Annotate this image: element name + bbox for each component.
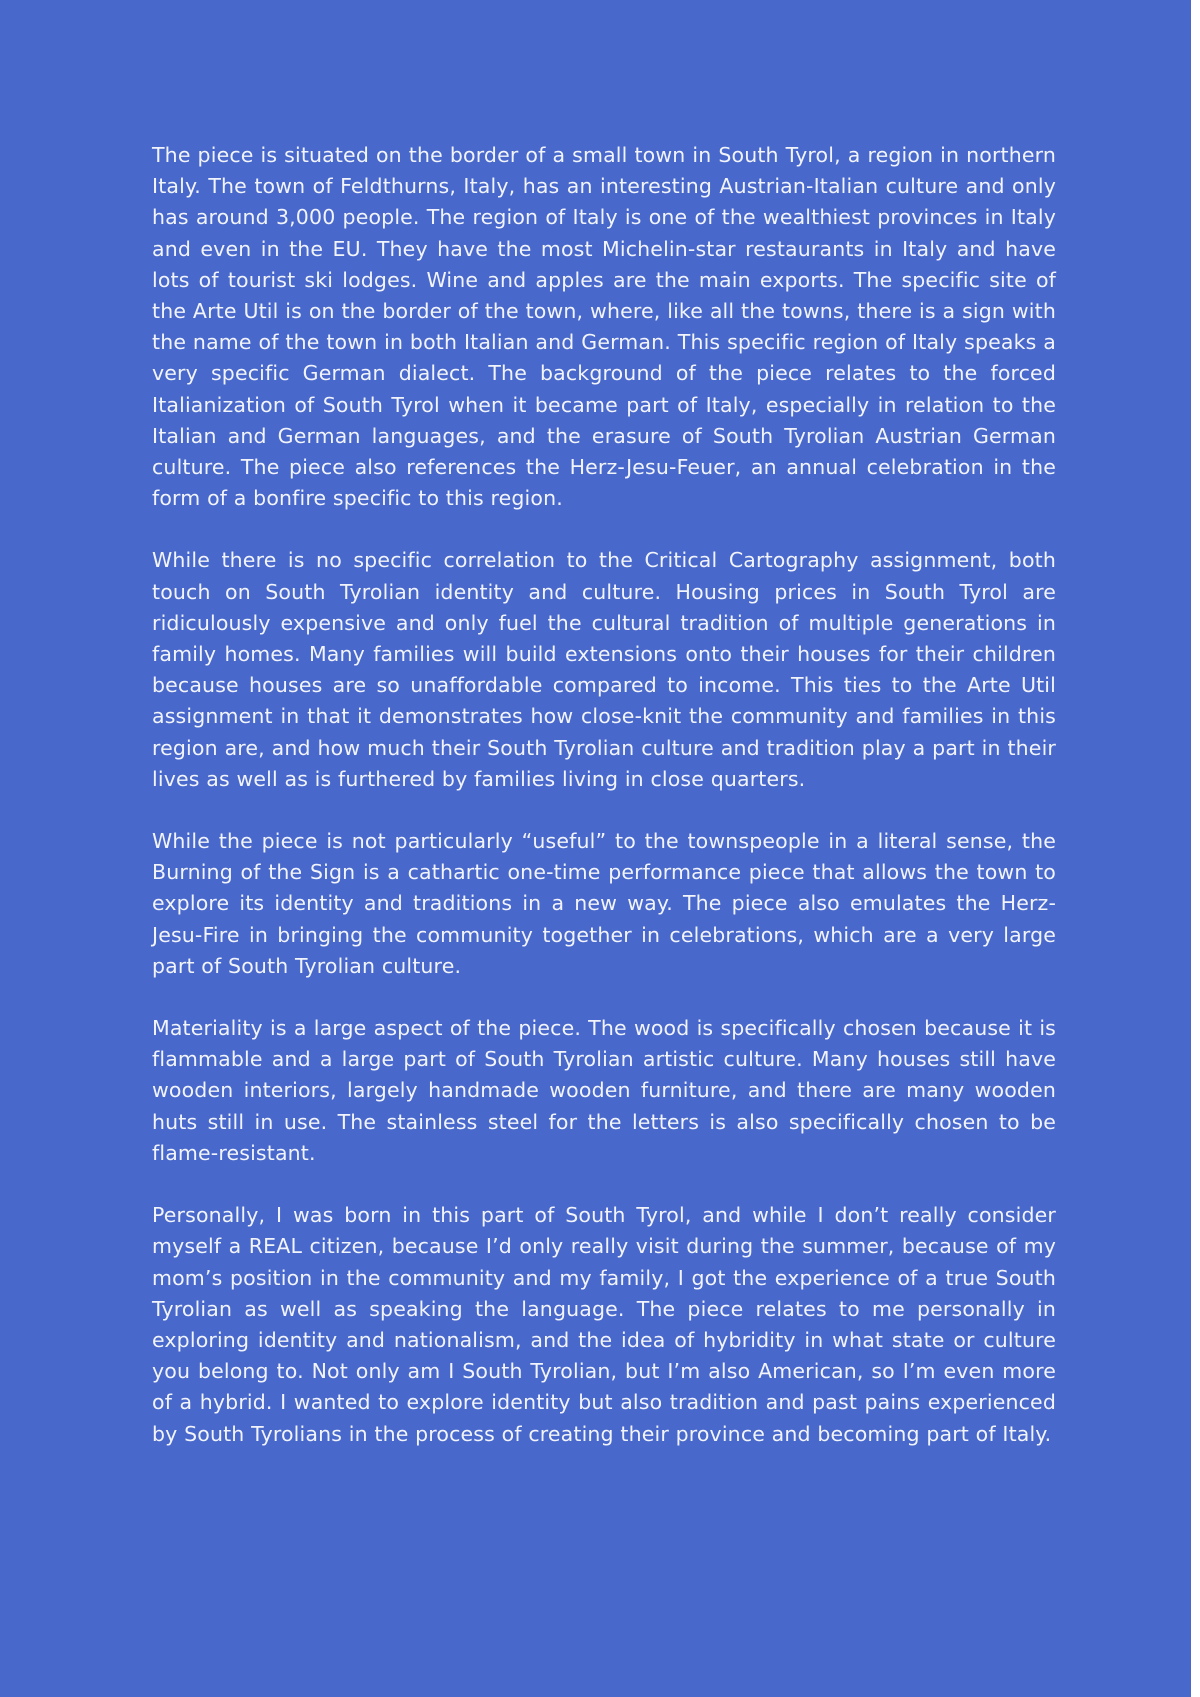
paragraph-materiality: Materiality is a large aspect of the piece. The wood is specifically chosen because it is flammable and a large part of South Tyrolian artistic culture. Many houses still have wooden interiors, largely handmade wooden furniture, and there are many wooden huts still in use. The stainless steel for the letters is also specifically chosen to be flame-resistant. (152, 1016, 1056, 1165)
paragraph-personal: Personally, I was born in this part of South Tyrol, and while I don’t really consider myself a REAL citizen, because I’d only really visit during the summer, because of my mom’s position in the community and my family, I got the experience of a true South Tyrolian as well as speaking the language. The piece relates to me personally in exploring identity and nationalism, and the idea of hybridity in what state or culture you belong to. Not only am I South Tyrolian, but I’m also American, so I’m even more of a hybrid. I wanted to explore identity but also tradition and past pains experienced by South Tyrolians in the process of creating their province and becoming part of Italy. (152, 1203, 1056, 1446)
page-edge-strip (1191, 0, 1200, 1697)
paragraph-critical-cartography: While there is no specific correlation to the Critical Cartography assignment, both touch on South Tyrolian identity and culture. Housing prices in South Tyrol are ridiculously expensive and only fuel the cultural tradition of multiple generations in family homes. Many families will build extensions onto their houses for their children because houses are so unaffordable compared to income. This ties to the Arte Util assignment in that it demonstrates how close-knit the community and families in this region are, and how much their South Tyrolian culture and tradition play a part in their lives as well as is furthered by families living in close quarters. (152, 548, 1056, 791)
paragraph-site-context: The piece is situated on the border of a small town in South Tyrol, a region in northern Italy. The town of Feldthurns, Italy, has an interesting Austrian-Italian culture and only has around 3,000 people. The region of Italy is one of the wealthiest provinces in Italy and even in the EU. They have the most Michelin-star restaurants in Italy and have lots of tourist ski lodges. Wine and apples are the main exports. The specific site of the Arte Util is on the border of the town, where, like all the towns, there is a sign with the name of the town in both Italian and German. This specific region of Italy speaks a very specific German dialect. The background of the piece relates to the forced Italianization of South Tyrol when it became part of Italy, especially in relation to the Italian and German languages, and the erasure of South Tyrolian Austrian German culture. The piece also references the Herz-Jesu-Feuer, an annual celebration in the form of a bonfire specific to this region. (152, 143, 1056, 511)
document-body (152, 140, 1056, 1481)
paragraph-usefulness: While the piece is not particularly “useful” to the townspeople in a literal sense, the Burning of the Sign is a cathartic one-time performance piece that allows the town to explore its identity and traditions in a new way. The piece also emulates the Herz-Jesu-Fire in bringing the community together in celebrations, which are a very large part of South Tyrolian culture. (152, 829, 1056, 978)
